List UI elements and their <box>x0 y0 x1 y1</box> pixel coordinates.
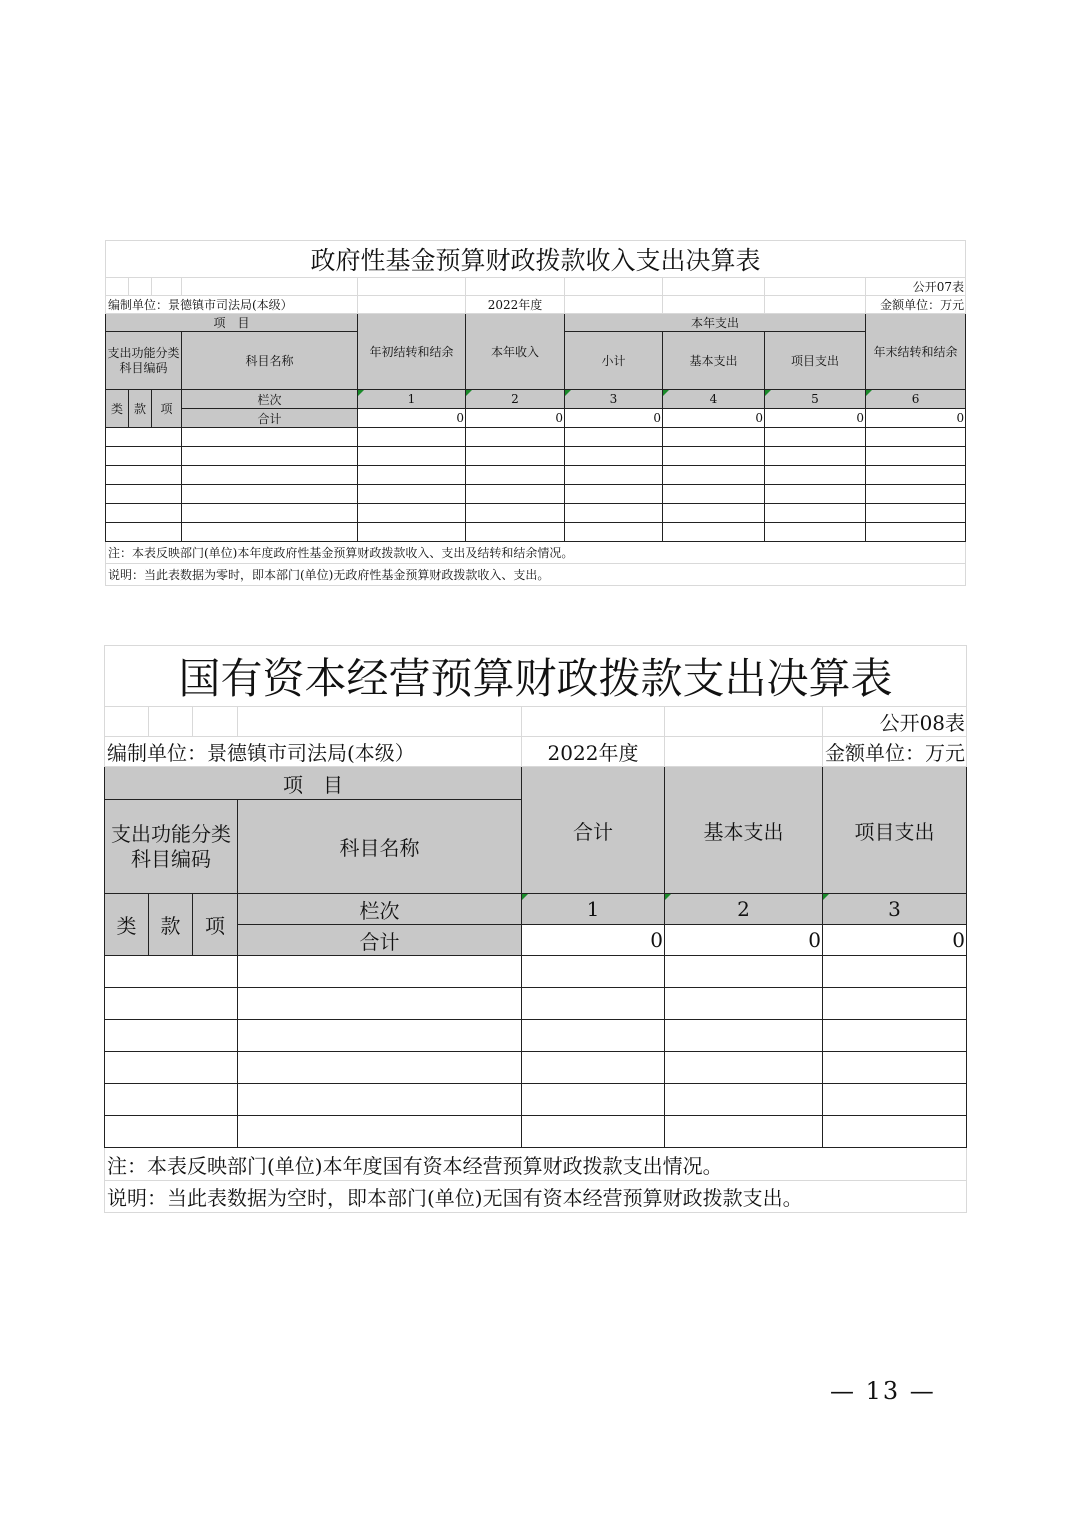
header-section: 款 <box>129 390 152 428</box>
page-number: — 13 — <box>830 1377 936 1405</box>
header-current-income: 本年收入 <box>466 314 565 390</box>
header-section: 款 <box>149 894 193 956</box>
header-project-expense: 项目支出 <box>823 767 967 894</box>
header-current-expense: 本年支出 <box>565 314 866 332</box>
form-number: 公开07表 <box>866 278 966 296</box>
total-value: 0 <box>663 409 765 428</box>
header-project-expense: 项目支出 <box>765 332 866 390</box>
table-row <box>105 1020 967 1052</box>
table-explanation: 说明：当此表数据为空时，即本部门(单位)无国有资本经营预算财政拨款支出。 <box>105 1181 967 1213</box>
header-subtotal: 小计 <box>565 332 663 390</box>
header-total: 合计 <box>522 767 665 894</box>
form-number: 公开08表 <box>823 707 967 737</box>
table-note: 注：本表反映部门(单位)本年度国有资本经营预算财政拨款支出情况。 <box>105 1148 967 1181</box>
row-column-index-label: 栏次 <box>182 390 358 409</box>
header-subject-name: 科目名称 <box>182 332 358 390</box>
fiscal-year: 2022年度 <box>522 737 665 767</box>
table-row <box>106 504 966 523</box>
column-number: 1 <box>522 894 665 925</box>
table-title: 政府性基金预算财政拨款收入支出决算表 <box>106 241 966 278</box>
fiscal-year: 2022年度 <box>466 296 565 314</box>
total-value: 0 <box>765 409 866 428</box>
column-number: 5 <box>765 390 866 409</box>
total-row-label: 合计 <box>182 409 358 428</box>
header-item: 项 目 <box>106 314 358 332</box>
total-value: 0 <box>522 925 665 956</box>
header-function-code: 支出功能分类科目编码 <box>105 800 238 894</box>
state-capital-budget-table <box>104 645 967 1213</box>
table-explanation: 说明：当此表数据为零时，即本部门(单位)无政府性基金预算财政拨款收入、支出。 <box>106 564 966 586</box>
header-subject-name: 科目名称 <box>238 800 522 894</box>
table-row <box>105 1084 967 1116</box>
header-item-code: 项 <box>193 894 238 956</box>
money-unit: 金额单位：万元 <box>823 737 967 767</box>
header-item: 项 目 <box>105 767 522 800</box>
header-basic-expense: 基本支出 <box>665 767 823 894</box>
table-row <box>106 523 966 542</box>
header-basic-expense: 基本支出 <box>663 332 765 390</box>
table-row <box>106 447 966 466</box>
column-number: 1 <box>358 390 466 409</box>
total-value: 0 <box>466 409 565 428</box>
total-value: 0 <box>565 409 663 428</box>
total-value: 0 <box>665 925 823 956</box>
total-value: 0 <box>358 409 466 428</box>
table-row <box>106 466 966 485</box>
header-category: 类 <box>106 390 129 428</box>
header-function-code: 支出功能分类科目编码 <box>106 332 182 390</box>
table-row <box>105 1052 967 1084</box>
fund-budget-table <box>105 240 966 586</box>
header-category: 类 <box>105 894 149 956</box>
table-row <box>106 485 966 504</box>
compiling-unit: 编制单位：景德镇市司法局(本级） <box>106 296 358 314</box>
header-ending-balance: 年末结转和结余 <box>866 314 966 390</box>
table-note: 注：本表反映部门(单位)本年度政府性基金预算财政拨款收入、支出及结转和结余情况。 <box>106 542 966 564</box>
money-unit: 金额单位：万元 <box>866 296 966 314</box>
header-item-code: 项 <box>152 390 182 428</box>
total-row-label: 合计 <box>238 925 522 956</box>
column-number: 4 <box>663 390 765 409</box>
table-row <box>105 956 967 988</box>
table-row <box>106 428 966 447</box>
column-number: 3 <box>823 894 967 925</box>
total-value: 0 <box>823 925 967 956</box>
total-value: 0 <box>866 409 966 428</box>
column-number: 3 <box>565 390 663 409</box>
table-title: 国有资本经营预算财政拨款支出决算表 <box>105 646 967 707</box>
header-beginning-balance: 年初结转和结余 <box>358 314 466 390</box>
column-number: 2 <box>665 894 823 925</box>
column-number: 2 <box>466 390 565 409</box>
table-row <box>105 1116 967 1148</box>
compiling-unit: 编制单位：景德镇市司法局(本级） <box>105 737 522 767</box>
row-column-index-label: 栏次 <box>238 894 522 925</box>
column-number: 6 <box>866 390 966 409</box>
table-row <box>105 988 967 1020</box>
